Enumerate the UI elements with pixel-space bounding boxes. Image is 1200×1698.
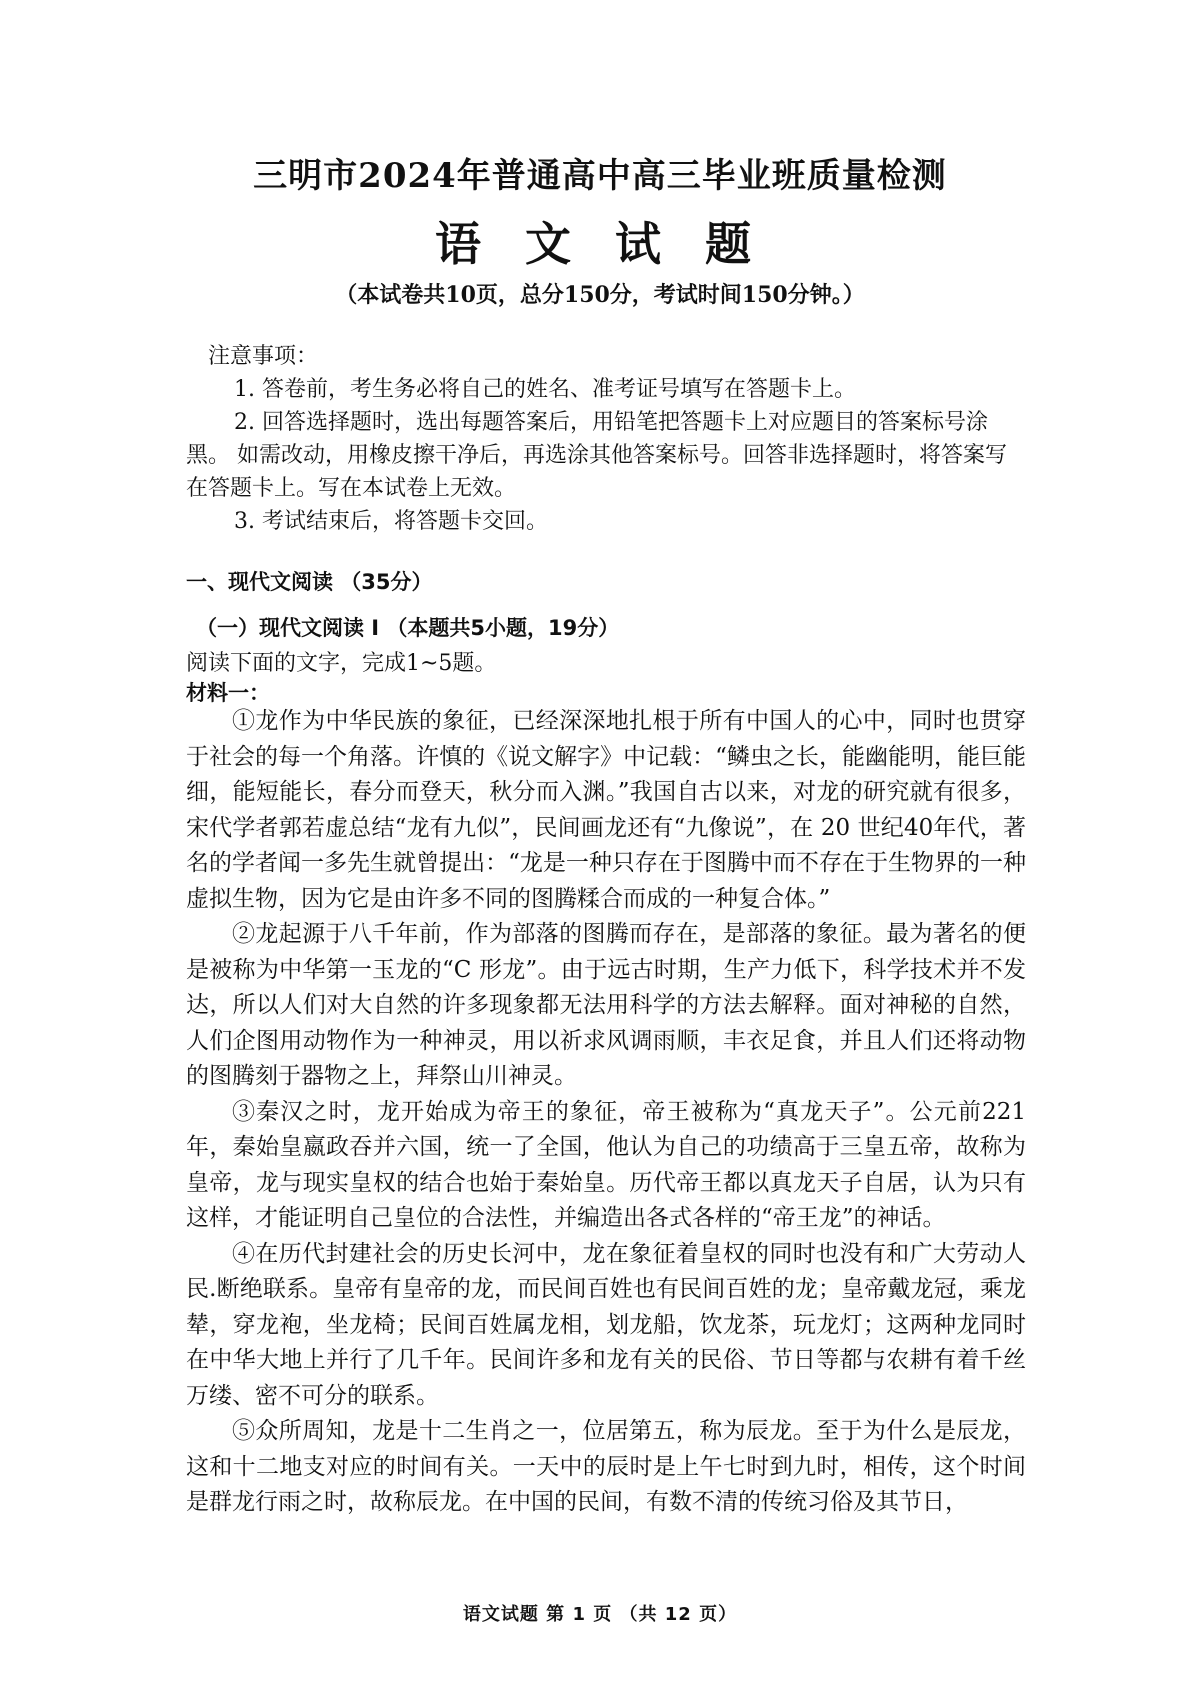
subject-title: 语 文 试 题 (434, 217, 766, 271)
paragraph-5: ⑤众所周知，龙是十二生肖之一，位居第五，称为辰龙。至于为什么是辰龙，这和十二地支对应的时间有关。一天中的辰时是上午七时到九时，相传，这个时间是群龙行雨之时，故称辰龙。在中国的民间，有数不清的传统习俗及其节日， (186, 1418, 1026, 1515)
exam-note: （本试卷共10页，总分150分，考试时间150分钟。） (335, 282, 865, 308)
section-title: 一、现代文阅读 （35分） (186, 570, 433, 594)
notice-block (186, 340, 1026, 538)
notice-heading: 注意事项： (208, 344, 319, 369)
page-footer: 语文试题 第 1 页 （共 12 页） (462, 1604, 738, 1625)
material-text (186, 704, 1026, 1521)
paragraph-4: ④在历代封建社会的历史长河中，龙在象征着皇权的同时也没有和广大劳动人民.断绝联系。皇帝有皇帝的龙，而民间百姓也有民间百姓的龙；皇帝戴龙冠，乘龙辇，穿龙袍，坐龙椅；民间百姓属龙相，划龙船，饮龙茶，玩龙灯；这两种龙同时在中华大地上并行了几千年。民间许多和龙有关的民俗、节日等都与农耕有着千丝万缕、密不可分的联系。 (186, 1240, 1026, 1409)
material-label: 材料一： (186, 681, 270, 705)
subsection-title: （一）现代文阅读 I （本题共5小题，19分） (196, 616, 620, 640)
notice-item-2: 2. 回答选择题时，选出每题答案后，用铅笔把答题卡上对应题目的答案标号涂黑。 如需改动，用橡皮擦干净后，再选涂其他答案标号。回答非选择题时，将答案写在答题卡上。写在本试卷上无效。 (186, 410, 1007, 501)
reading-instruction: 阅读下面的文字，完成1~5题。 (186, 651, 497, 676)
notice-item-1: 1. 答卷前，考生务必将自己的姓名、准考证号填写在答题卡上。 (234, 377, 856, 402)
paragraph-2: ②龙起源于八千年前，作为部落的图腾而存在，是部落的象征。最为著名的便是被称为中华第一玉龙的“C 形龙”。由于远古时期，生产力低下，科学技术并不发达，所以人们对大自然的许多现象都无法用科学的方法去解释。面对神秘的自然，人们企图用动物作为一种神灵，用以祈求风调雨顺，丰衣足食，并且人们还将动物的图腾刻于器物之上，拜祭山川神灵。 (186, 921, 1026, 1089)
paragraph-1: ①龙作为中华民族的象征，已经深深地扎根于所有中国人的心中，同时也贯穿于社会的每一个角落。许慎的《说文解字》中记载：“鳞虫之长，能幽能明，能巨能细，能短能长，春分而登天，秋分而入渊。”我国自古以来，对龙的研究就有很多，宋代学者郭若虚总结“龙有九似”，民间画龙还有“九像说”，在 20 世纪40年代，著名的学者闻一多先生就曾提出：“龙是一种只存在于图腾中而不存在于生物界的一种虚拟生物，因为它是由许多不同的图腾糅合而成的一种复合体。” (186, 708, 1026, 912)
exam-title: 三明市2024年普通高中高三毕业班质量检测 (253, 156, 947, 196)
notice-item-3: 3. 考试结束后，将答题卡交回。 (234, 509, 548, 534)
paragraph-3: ③秦汉之时，龙开始成为帝王的象征，帝王被称为“真龙天子”。公元前221年，秦始皇嬴政吞并六国，统一了全国，他认为自己的功绩高于三皇五帝，故称为皇帝，龙与现实皇权的结合也始于秦始皇。历代帝王都以真龙天子自居，认为只有这样，才能证明自己皇位的合法性，并编造出各式各样的“帝王龙”的神话。 (186, 1098, 1026, 1231)
